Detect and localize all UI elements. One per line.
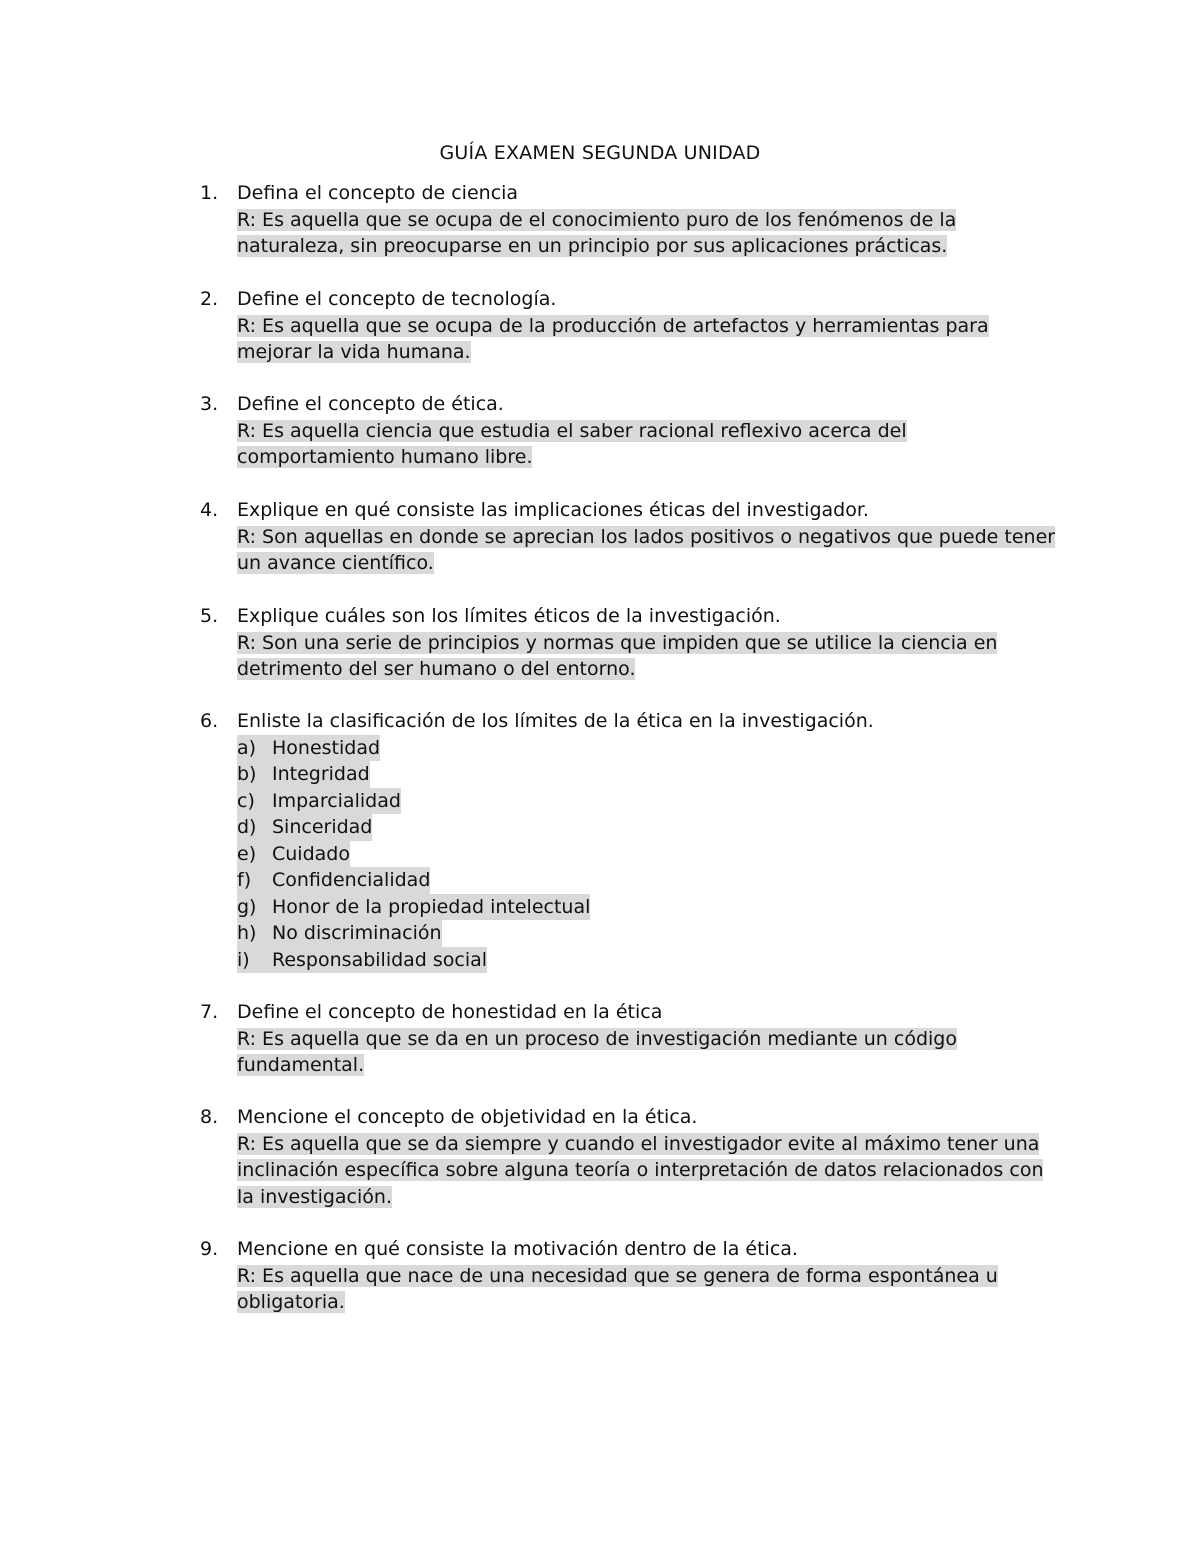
- answer-block: [237, 1026, 1060, 1079]
- answer-block: [237, 630, 1060, 683]
- question-item: [200, 708, 1060, 973]
- question-number: 1.: [200, 182, 219, 204]
- answer-line: R: Es aquella que se ocupa de la producción de artefactos y herramientas para: [237, 314, 989, 337]
- list-item: [237, 920, 1060, 947]
- question-number: 7.: [200, 1001, 219, 1023]
- question-text: Define el concepto de honestidad en la ética: [237, 1001, 663, 1023]
- option-letter: a): [237, 736, 257, 759]
- question-item: [200, 391, 1060, 471]
- question-number: 3.: [200, 393, 219, 415]
- question-item: [200, 603, 1060, 683]
- answer-line: inclinación específica sobre alguna teoría o interpretación de datos relacionados con: [237, 1159, 1044, 1181]
- option-letter: e): [237, 842, 257, 865]
- list-item: [237, 814, 1060, 841]
- list-item: [237, 947, 1060, 974]
- question-number: 9.: [200, 1238, 219, 1260]
- question-text: Define el concepto de ética.: [237, 393, 504, 415]
- question-number: 2.: [200, 288, 219, 310]
- question-text: Mencione el concepto de objetividad en la ética.: [237, 1106, 698, 1128]
- answer-line: R: Es aquella que se da siempre y cuando el investigador evite al máximo tener una: [237, 1132, 1040, 1155]
- answer-line: mejorar la vida humana.: [237, 341, 471, 363]
- answer-line: R: Es aquella que se ocupa de el conocimiento puro de los fenómenos de la: [237, 208, 957, 231]
- list-item: [237, 894, 1060, 921]
- option-text: Confidencialidad: [272, 869, 431, 891]
- option-text: Responsabilidad social: [272, 948, 488, 971]
- answer-block: [237, 1131, 1060, 1211]
- question-text: Mencione en qué consiste la motivación dentro de la ética.: [237, 1238, 798, 1260]
- list-item: [237, 761, 1060, 788]
- question-number: 8.: [200, 1106, 219, 1128]
- option-text: Honestidad: [272, 736, 381, 759]
- option-text: Integridad: [272, 763, 370, 785]
- question-number: 6.: [200, 710, 219, 732]
- page-title: GUÍA EXAMEN SEGUNDA UNIDAD: [439, 142, 761, 164]
- answer-line: R: Es aquella ciencia que estudia el saber racional reflexivo acerca del: [237, 419, 907, 442]
- question-text: Explique en qué consiste las implicaciones éticas del investigador.: [237, 499, 869, 521]
- option-text: Sinceridad: [272, 816, 373, 838]
- answer-line: R: Son aquellas en donde se aprecian los lados positivos o negativos que puede tener: [237, 525, 1056, 548]
- answer-line: detrimento del ser humano o del entorno.: [237, 658, 636, 680]
- question-item: [200, 497, 1060, 577]
- option-letter: f): [237, 869, 252, 891]
- answer-block: [237, 1263, 1060, 1316]
- answer-line: comportamiento humano libre.: [237, 446, 533, 468]
- question-text: Enliste la clasificación de los límites de la ética en la investigación.: [237, 710, 874, 732]
- answer-block: [237, 524, 1060, 577]
- option-letter: c): [237, 789, 255, 812]
- answer-block: [237, 313, 1060, 366]
- question-item: [200, 1236, 1060, 1316]
- answer-block: [237, 418, 1060, 471]
- question-item: [200, 999, 1060, 1079]
- option-letter: h): [237, 922, 257, 944]
- option-text: Cuidado: [272, 842, 350, 865]
- answer-line: la investigación.: [237, 1185, 392, 1208]
- list-item: [237, 788, 1060, 815]
- answer-line: obligatoria.: [237, 1291, 345, 1313]
- question-number: 4.: [200, 499, 219, 521]
- question-text: Defina el concepto de ciencia: [237, 182, 519, 204]
- option-text: Imparcialidad: [272, 789, 401, 812]
- option-letter: b): [237, 763, 257, 785]
- answer-line: fundamental.: [237, 1054, 365, 1076]
- option-letter: i): [237, 948, 250, 971]
- answer-line: R: Es aquella que nace de una necesidad que se genera de forma espontánea u: [237, 1264, 998, 1287]
- answer-line: R: Son una serie de principios y normas que impiden que se utilice la ciencia en: [237, 631, 998, 654]
- answer-line: naturaleza, sin preocuparse en un principio por sus aplicaciones prácticas.: [237, 235, 948, 257]
- question-text: Define el concepto de tecnología.: [237, 288, 557, 310]
- answer-line: R: Es aquella que se da en un proceso de investigación mediante un código: [237, 1027, 957, 1050]
- question-item: [200, 180, 1060, 260]
- question-text: Explique cuáles son los límites éticos de la investigación.: [237, 605, 781, 627]
- question-item: [200, 1104, 1060, 1210]
- option-list: [237, 735, 1060, 974]
- answer-line: un avance científico.: [237, 552, 434, 574]
- option-letter: g): [237, 895, 257, 918]
- question-number: 5.: [200, 605, 219, 627]
- option-text: No discriminación: [272, 922, 442, 944]
- answer-block: [237, 207, 1060, 260]
- list-item: [237, 867, 1060, 894]
- question-item: [200, 286, 1060, 366]
- list-item: [237, 841, 1060, 868]
- option-text: Honor de la propiedad intelectual: [272, 895, 591, 918]
- option-letter: d): [237, 816, 257, 838]
- list-item: [237, 735, 1060, 762]
